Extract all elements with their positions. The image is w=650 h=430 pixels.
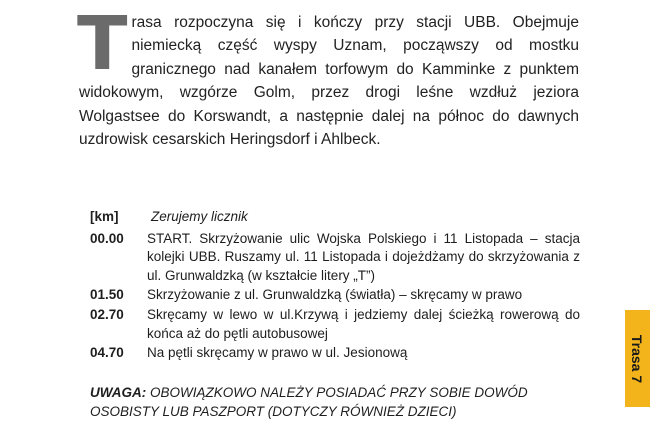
route-step-km: 02.70 — [90, 306, 124, 322]
drop-cap-letter: T — [77, 1, 128, 87]
route-step — [90, 306, 580, 343]
intro-paragraph — [77, 1, 579, 151]
route-step-description: START. Skrzyżowanie ulic Wojska Polskiego i 11 Listopada – stacja kolejki UBB. Ruszamy ul. 11 Listopada i dojeżdżamy do skrzyżowania z ul. Grunwaldzką (w kształcie litery „T”) — [147, 230, 580, 283]
km-column-header: [km] — [90, 209, 119, 224]
route-step — [90, 286, 580, 305]
odometer-reset-note: Zerujemy licznik — [151, 209, 248, 224]
intro-text: rasa rozpoczyna się i kończy przy stacji UBB. Obejmuje niemiecką część wyspy Uznam, począwszy od mostku granicznego nad kanałem torfowym do Kamminke z punktem widokowym, wzgórze Golm, przez drogi leśne wzdłuż jeziora Wolgastsee do Korswandt, a następnie dalej na północ do dawnych uzdrowisk cesarskich Heringsdorf i Ahlbeck. — [79, 14, 579, 149]
route-tab — [625, 310, 650, 407]
route-step-km: 04.70 — [90, 345, 124, 361]
warning-note — [90, 383, 590, 421]
route-tab-label: Trasa 7 — [629, 334, 646, 383]
route-step-description: Skrzyżowanie z ul. Grunwaldzką (światła) – skręcamy w prawo — [147, 287, 523, 303]
route-step-description: Skręcamy w lewo w ul.Krzywą i jedziemy dalej ścieżką rowerową do końca aż do pętli autobusowej — [147, 306, 580, 341]
warning-label: UWAGA: — [90, 385, 147, 400]
route-step — [90, 230, 580, 286]
warning-text: OBOWIĄZKOWO NALEŻY POSIADAĆ PRZY SOBIE DOWÓD OSOBISTY LUB PASZPORT (DOTYCZY RÓWNIEŻ DZIECI) — [90, 385, 528, 419]
route-step-km: 00.00 — [90, 230, 124, 246]
route-step-description: Na pętli skręcamy w prawo w ul. Jesionową — [147, 345, 408, 361]
route-step-km: 01.50 — [90, 287, 124, 303]
route-table-header — [90, 208, 580, 227]
route-table — [90, 208, 580, 364]
route-step — [90, 344, 580, 363]
